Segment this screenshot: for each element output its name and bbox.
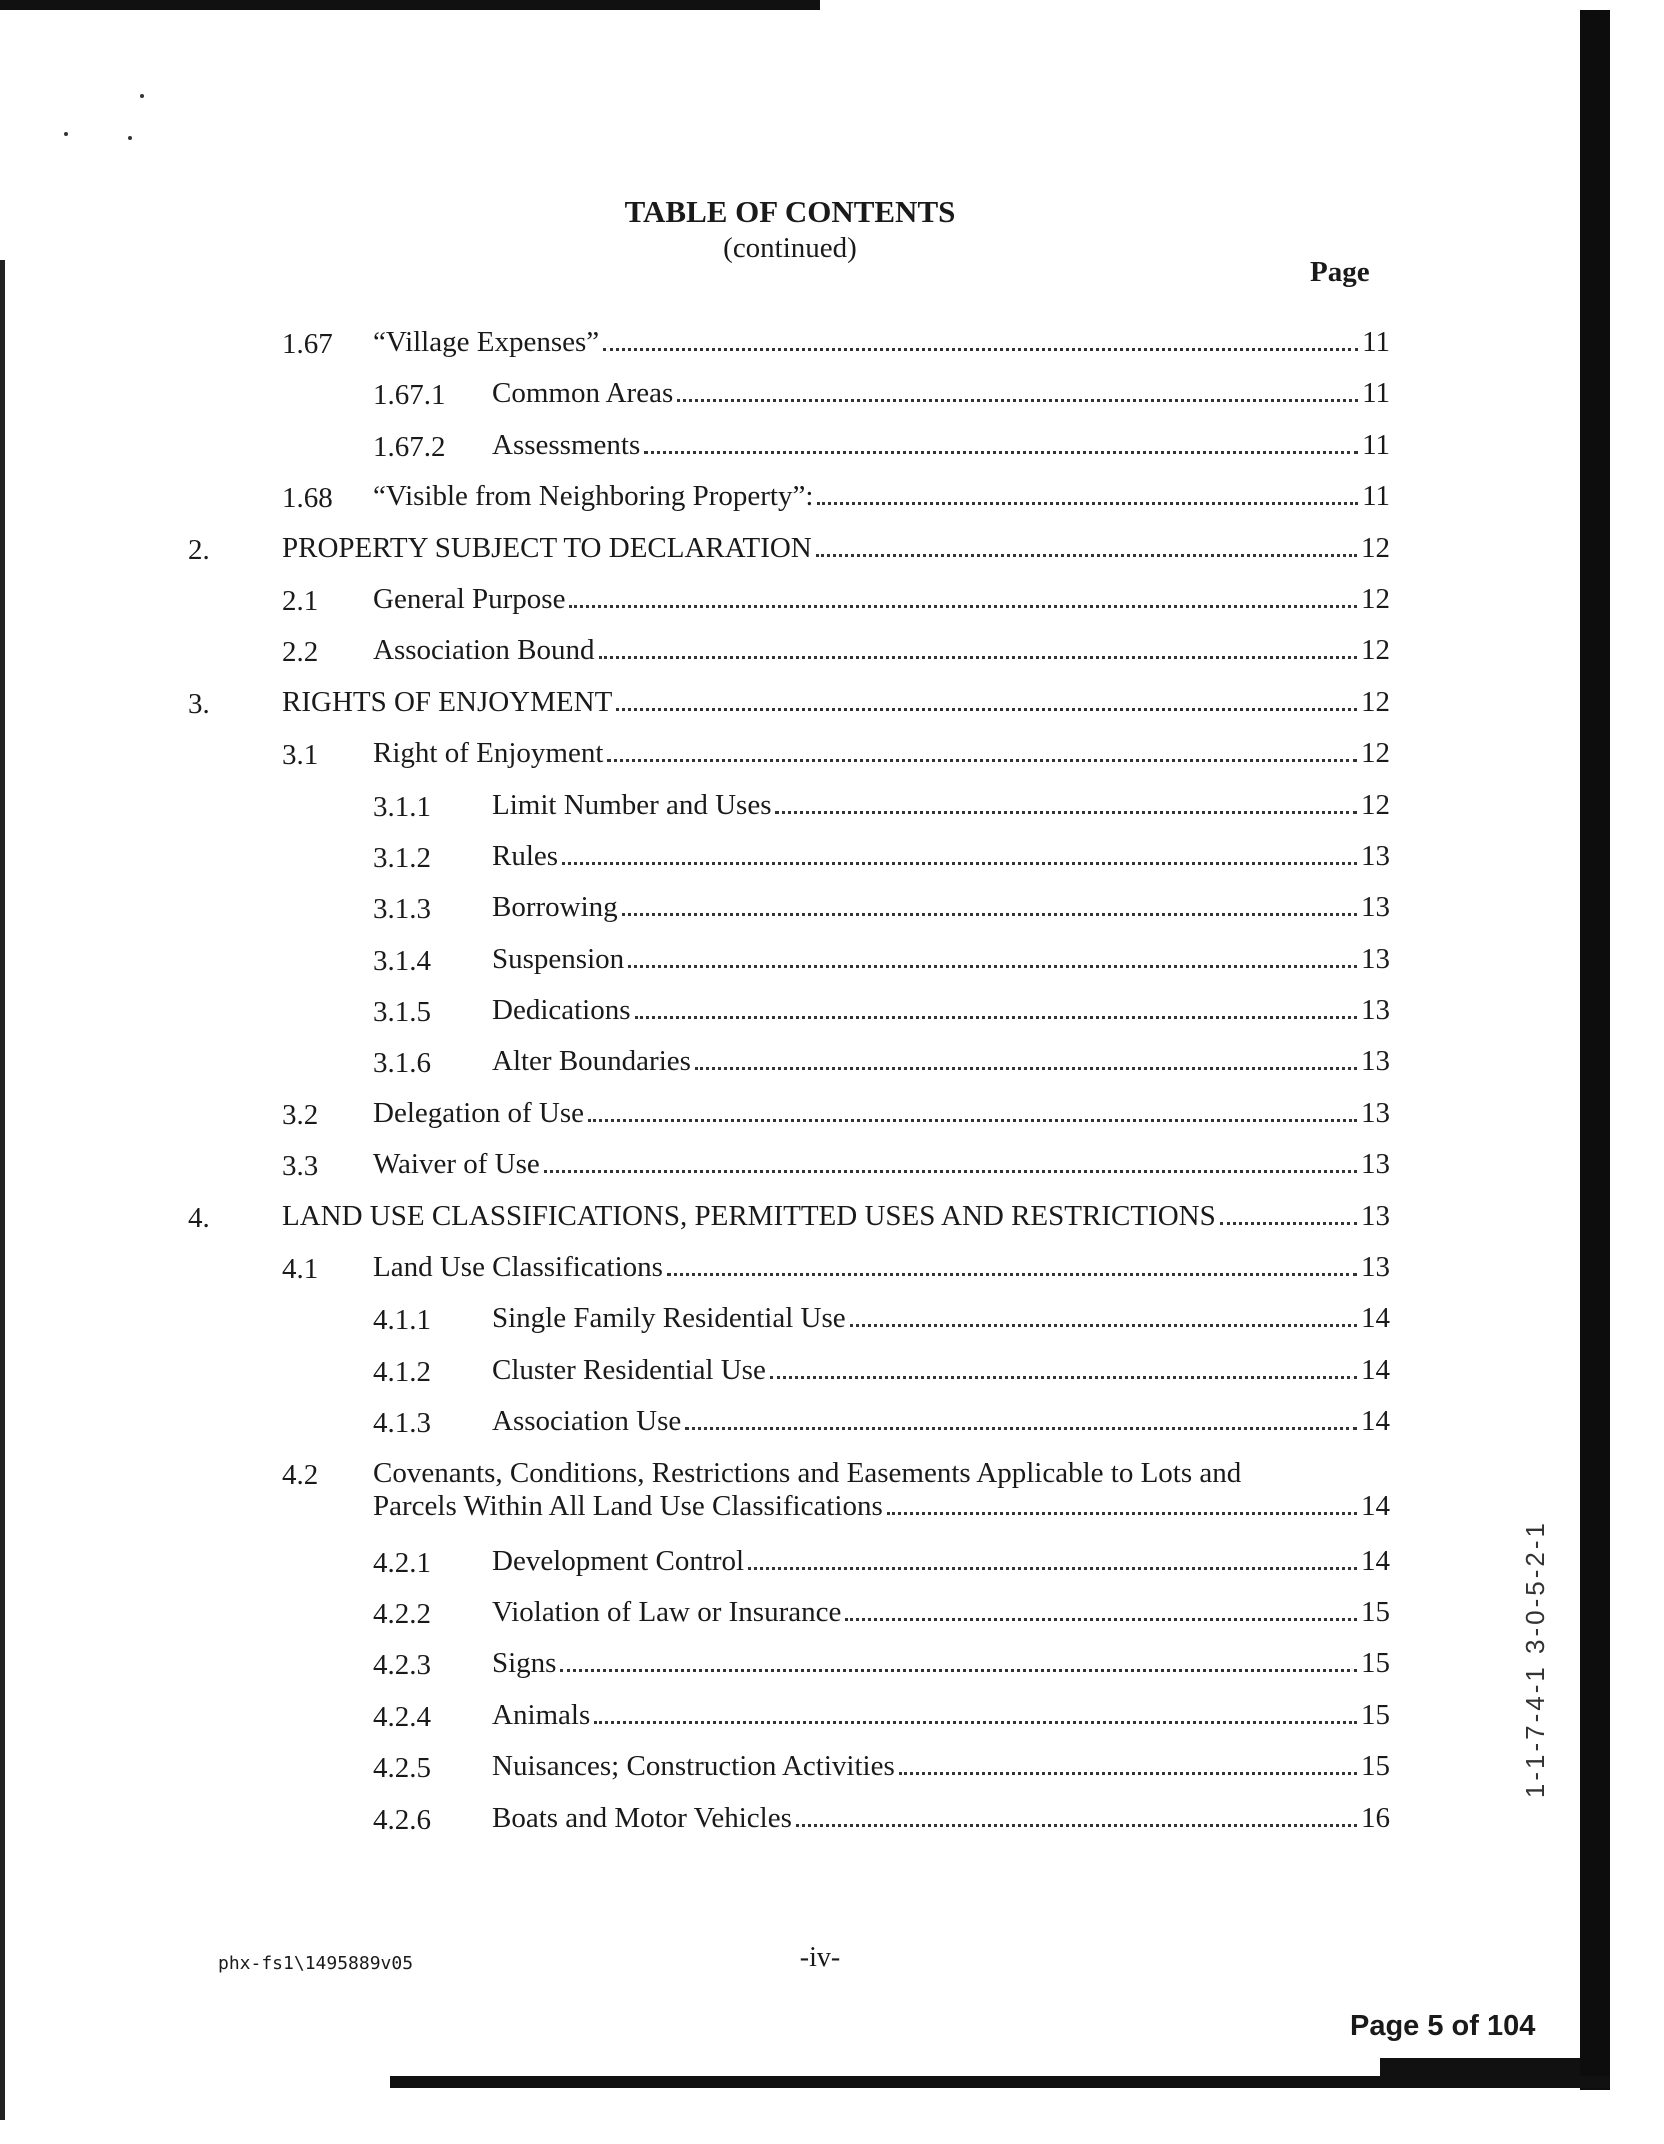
toc-entry-line: [373, 480, 1390, 513]
toc-entry-title: Alter Boundaries: [492, 1045, 691, 1078]
toc-entry-title: Covenants, Conditions, Restrictions and Easements Applicable to Lots and: [373, 1456, 1242, 1489]
dot-leader: [796, 1824, 1357, 1827]
toc-entry-title: PROPERTY SUBJECT TO DECLARATION: [282, 531, 812, 564]
dot-leader: [770, 1376, 1357, 1379]
toc-entry-line: [373, 634, 1390, 667]
toc-entry-page: 14: [1361, 1302, 1390, 1335]
toc-entry-number: 4.2.4: [373, 1700, 431, 1733]
toc-entry: [0, 1142, 1580, 1193]
toc-entry: [0, 1539, 1580, 1590]
dot-leader: [1220, 1222, 1357, 1225]
toc-entry: [0, 628, 1580, 679]
toc-entry-title: Signs: [492, 1647, 557, 1680]
toc-entry-page: 15: [1361, 1698, 1390, 1731]
toc-entry-number: 2.2: [282, 636, 319, 669]
toc-entry-number: 4.2.3: [373, 1649, 431, 1682]
toc-entry-number: 3.1.5: [373, 996, 431, 1029]
dot-leader: [775, 811, 1357, 814]
toc-entry-title: LAND USE CLASSIFICATIONS, PERMITTED USES AND RESTRICTIONS: [282, 1199, 1216, 1232]
toc-entry-number: 4.2: [282, 1458, 319, 1491]
toc-entry-line: [492, 1545, 1390, 1578]
toc-entry-page: 12: [1361, 531, 1390, 564]
toc-entry-line: [373, 1457, 1390, 1523]
scan-speck: [140, 94, 144, 98]
toc-entry-line: [492, 1699, 1390, 1732]
toc-entry: [0, 1194, 1580, 1245]
toc-entry-title: “Village Expenses”: [373, 326, 600, 358]
page-subtitle: (continued): [723, 232, 857, 264]
dot-leader: [628, 965, 1357, 968]
toc-entry-line: [373, 1097, 1390, 1130]
toc-entry-line: [492, 789, 1390, 822]
toc-entry-title: Land Use Classifications: [373, 1251, 663, 1284]
toc-entry: [0, 885, 1580, 936]
toc-entry: [0, 577, 1580, 628]
toc-entry-line: [492, 1354, 1390, 1387]
dot-leader: [607, 759, 1357, 762]
dot-leader: [622, 913, 1357, 916]
dot-leader: [616, 708, 1357, 711]
toc-entry-number: 1.67: [282, 328, 333, 360]
toc-entry-page: 11: [1362, 326, 1390, 358]
toc-entry: [0, 834, 1580, 885]
toc-entry-line: [373, 737, 1390, 770]
toc-entry-title: Right of Enjoyment: [373, 737, 604, 770]
toc-entry-number: 3.2: [282, 1098, 319, 1131]
toc-entry-line: [492, 1750, 1390, 1783]
table-of-contents: [0, 320, 1580, 1847]
toc-entry-number: 3.1.4: [373, 944, 431, 977]
toc-entry-title: RIGHTS OF ENJOYMENT: [282, 685, 613, 718]
toc-entry-number: 1.68: [282, 482, 333, 515]
toc-entry: [0, 988, 1580, 1039]
toc-entry: [0, 1245, 1580, 1296]
toc-entry-page: 14: [1361, 1353, 1390, 1386]
toc-entry-line: [492, 1405, 1390, 1438]
toc-entry-line: [373, 583, 1390, 616]
toc-entry-page: 14: [1361, 1544, 1390, 1577]
toc-entry-title: Suspension: [492, 942, 625, 975]
toc-entry-page: 12: [1361, 582, 1390, 615]
toc-entry-title: Delegation of Use: [373, 1096, 584, 1129]
toc-entry-page: 12: [1361, 788, 1390, 821]
toc-entry-number: 3.1.6: [373, 1047, 431, 1080]
toc-entry-line: [492, 1302, 1390, 1335]
dot-leader: [850, 1324, 1357, 1327]
toc-entry-title: Limit Number and Uses: [492, 788, 772, 821]
toc-entry-number: 4.1.1: [373, 1304, 431, 1337]
page-count: Page 5 of 104: [1350, 2010, 1536, 2042]
toc-entry: [0, 1590, 1580, 1641]
dot-leader: [569, 605, 1357, 608]
toc-entry: [0, 526, 1580, 577]
scan-speck: [64, 132, 68, 136]
toc-entry-title: Waiver of Use: [373, 1148, 540, 1181]
dot-leader: [695, 1067, 1357, 1070]
toc-entry-number: 2.1: [282, 584, 319, 617]
dot-leader: [816, 554, 1357, 557]
dot-leader: [599, 656, 1357, 659]
page-column-header: Page: [1310, 256, 1370, 288]
toc-entry-number: 4.2.2: [373, 1597, 431, 1630]
toc-entry-number: 3.1.2: [373, 841, 431, 874]
toc-entry: [0, 1796, 1580, 1847]
toc-entry-line: [373, 326, 1390, 359]
toc-entry-line: [282, 532, 1390, 565]
toc-entry-title: Association Use: [492, 1405, 682, 1438]
toc-entry-page: 13: [1361, 1251, 1390, 1284]
scan-speck: [128, 136, 132, 140]
toc-entry-line: [492, 377, 1390, 410]
toc-entry-title: Nuisances; Construction Activities: [492, 1750, 895, 1783]
toc-entry-page: 13: [1361, 1096, 1390, 1129]
toc-entry-number: 1.67.2: [373, 430, 446, 463]
toc-entry-page: 15: [1361, 1595, 1390, 1628]
toc-entry-title: General Purpose: [373, 582, 566, 615]
toc-entry-line: [492, 1802, 1390, 1835]
toc-entry-number: 4.: [188, 1201, 210, 1234]
toc-entry: [0, 1451, 1580, 1539]
toc-entry: [0, 1641, 1580, 1692]
toc-entry: [0, 937, 1580, 988]
toc-entry-title: Boats and Motor Vehicles: [492, 1801, 792, 1834]
toc-entry: [0, 474, 1580, 525]
toc-entry-line: [373, 1251, 1390, 1284]
toc-entry-number: 3.1.1: [373, 790, 431, 823]
dot-leader: [667, 1273, 1357, 1276]
dot-leader: [594, 1721, 1357, 1724]
toc-entry-line: [373, 1148, 1390, 1181]
dot-leader: [560, 1669, 1357, 1672]
toc-entry-number: 4.2.5: [373, 1752, 431, 1785]
toc-entry: [0, 783, 1580, 834]
scan-edge-top: [0, 0, 820, 10]
toc-entry-title: Association Bound: [373, 634, 595, 667]
dot-leader: [677, 399, 1358, 402]
toc-entry-title: Rules: [492, 839, 559, 872]
document-id: phx-fs1\1495889v05: [218, 1953, 414, 1974]
toc-entry-page: 15: [1361, 1750, 1390, 1783]
toc-entry-page: 13: [1361, 1199, 1390, 1232]
toc-entry: [0, 1693, 1580, 1744]
toc-entry-number: 4.2.6: [373, 1803, 431, 1836]
dot-leader: [887, 1512, 1357, 1515]
toc-entry-title: Single Family Residential Use: [492, 1302, 846, 1335]
dot-leader: [544, 1170, 1357, 1173]
toc-entry-title: Dedications: [492, 994, 631, 1027]
toc-entry-title: “Visible from Neighboring Property”:: [373, 480, 814, 513]
toc-entry-number: 3.: [188, 687, 210, 720]
roman-page-number: -iv-: [799, 1942, 841, 1973]
dot-leader: [748, 1567, 1357, 1570]
toc-entry-line: [492, 840, 1390, 873]
dot-leader: [603, 348, 1358, 351]
toc-entry-page: 13: [1361, 994, 1390, 1027]
dot-leader: [845, 1618, 1357, 1621]
dot-leader: [562, 862, 1357, 865]
toc-entry-page: 14: [1361, 1489, 1390, 1522]
toc-entry: [0, 1296, 1580, 1347]
toc-entry-line: [492, 429, 1390, 462]
toc-entry-page: 11: [1362, 480, 1390, 513]
dot-leader: [685, 1427, 1357, 1430]
toc-entry: [0, 1399, 1580, 1450]
toc-entry-number: 3.3: [282, 1150, 319, 1183]
toc-entry-number: 3.1.3: [373, 893, 431, 926]
toc-entry-title: Assessments: [492, 428, 641, 461]
toc-entry-title-continued: Parcels Within All Land Use Classifications: [373, 1489, 883, 1522]
toc-entry-page: 15: [1361, 1647, 1390, 1680]
toc-entry-page: 11: [1362, 377, 1390, 410]
toc-entry-line: [492, 1596, 1390, 1629]
toc-entry-page: 13: [1361, 942, 1390, 975]
dot-leader: [817, 502, 1358, 505]
toc-entry: [0, 1039, 1580, 1090]
toc-entry-title: Development Control: [492, 1544, 745, 1577]
scan-edge-bottom: [390, 2076, 1610, 2088]
toc-entry-title: Animals: [492, 1698, 591, 1731]
toc-entry-number: 3.1: [282, 739, 319, 772]
dot-leader: [644, 451, 1358, 454]
dot-leader: [588, 1119, 1357, 1122]
toc-entry: [0, 423, 1580, 474]
toc-entry-page: 11: [1362, 428, 1390, 461]
toc-entry-page: 12: [1361, 685, 1390, 718]
toc-entry-number: 4.1: [282, 1253, 319, 1286]
toc-entry: [0, 320, 1580, 371]
scan-edge-right: [1580, 10, 1610, 2090]
toc-entry-page: 13: [1361, 891, 1390, 924]
toc-entry-line: [492, 943, 1390, 976]
toc-entry: [0, 1091, 1580, 1142]
toc-entry-number: 4.2.1: [373, 1546, 431, 1579]
toc-entry-page: 13: [1361, 1148, 1390, 1181]
toc-entry-title: Common Areas: [492, 377, 674, 410]
side-stamp: 1-1-7-4-1 3-0-5-2-1: [1520, 1520, 1550, 1799]
toc-entry-line: [492, 891, 1390, 924]
toc-entry-line: [492, 1647, 1390, 1680]
toc-entry-number: 2.: [188, 533, 210, 566]
toc-entry-number: 4.1.3: [373, 1407, 431, 1440]
toc-entry: [0, 1348, 1580, 1399]
toc-entry: [0, 680, 1580, 731]
toc-entry-title: Violation of Law or Insurance: [492, 1595, 842, 1628]
toc-entry: [0, 371, 1580, 422]
toc-entry-line: [282, 1200, 1390, 1233]
page-title: TABLE OF CONTENTS: [624, 194, 956, 229]
toc-entry-line: [492, 994, 1390, 1027]
scan-edge-bottom-block: [1380, 2058, 1580, 2076]
toc-entry-title: Borrowing: [492, 891, 618, 924]
toc-entry-page: 16: [1361, 1801, 1390, 1834]
dot-leader: [635, 1016, 1357, 1019]
toc-entry-page: 13: [1361, 1045, 1390, 1078]
dot-leader: [899, 1772, 1357, 1775]
toc-entry-page: 13: [1361, 839, 1390, 872]
toc-entry: [0, 1744, 1580, 1795]
toc-entry-line: [492, 1045, 1390, 1078]
toc-entry-page: 12: [1361, 737, 1390, 770]
toc-entry-page: 12: [1361, 634, 1390, 667]
toc-entry-number: 1.67.1: [373, 379, 446, 412]
toc-entry-page: 14: [1361, 1405, 1390, 1438]
toc-entry-line: [282, 686, 1390, 719]
toc-entry: [0, 731, 1580, 782]
toc-entry-number: 4.1.2: [373, 1355, 431, 1388]
toc-entry-title: Cluster Residential Use: [492, 1353, 766, 1386]
